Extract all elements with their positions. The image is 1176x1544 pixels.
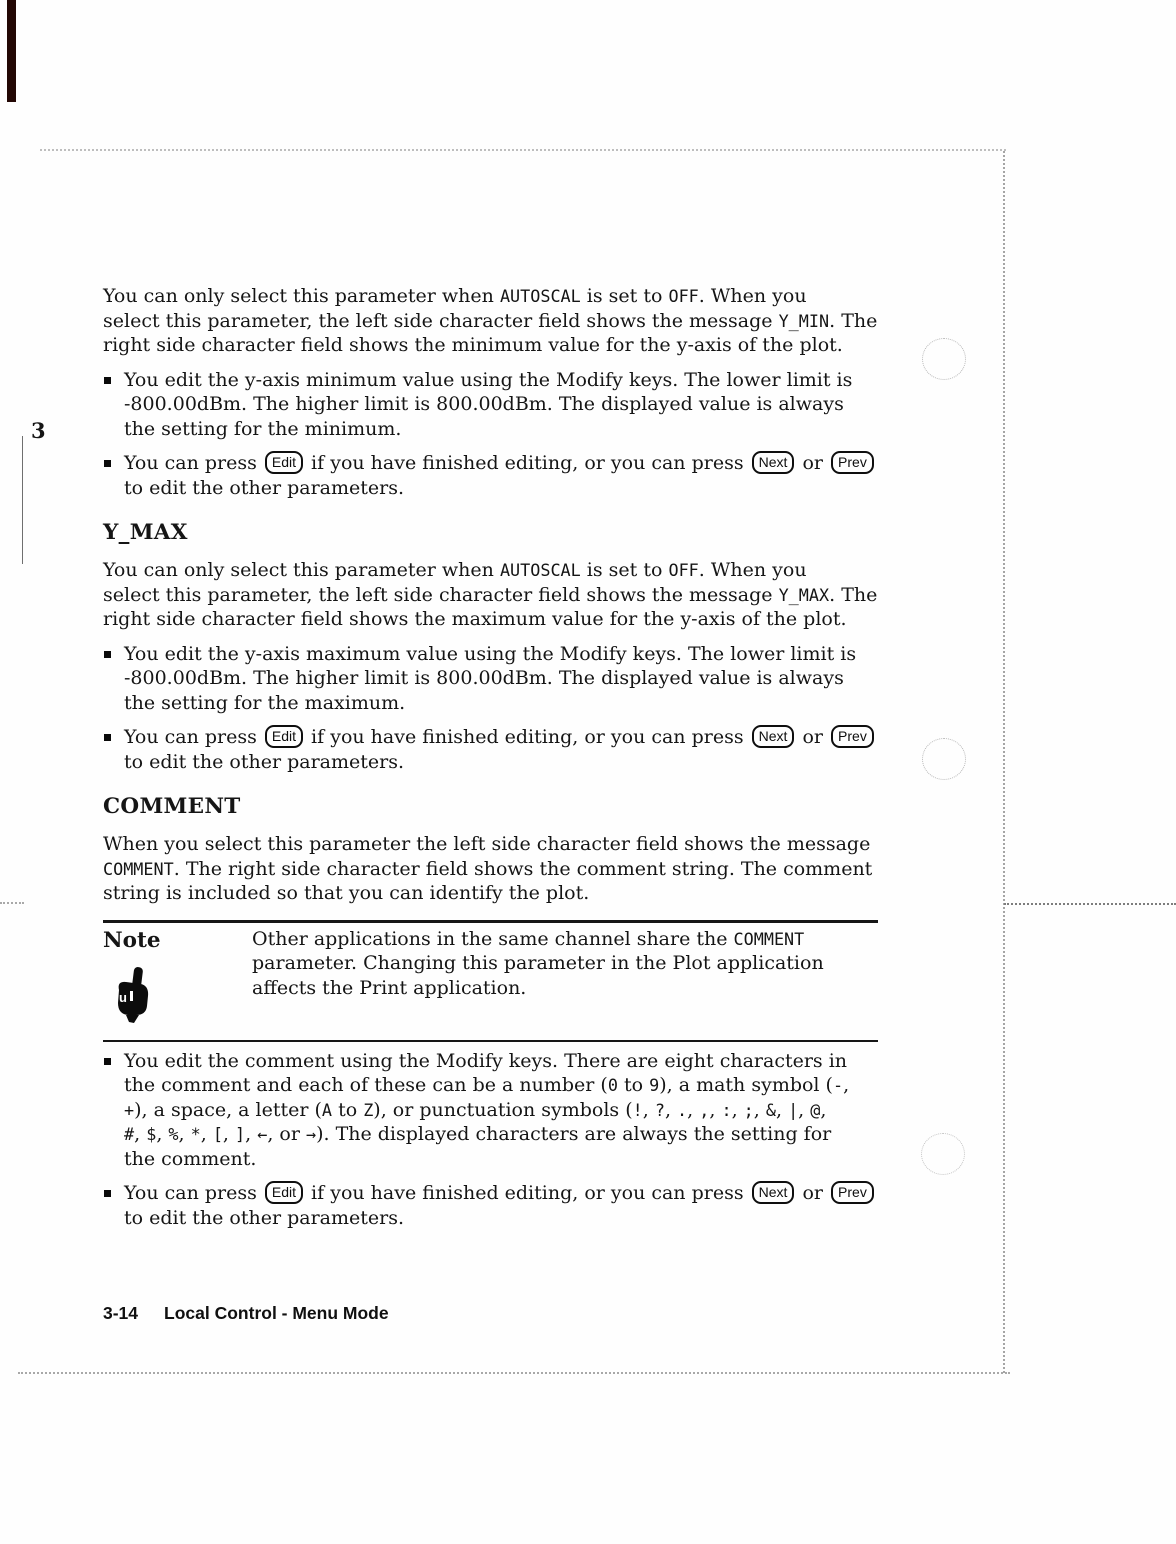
code-text: % <box>168 1124 179 1144</box>
text-line <box>124 392 852 417</box>
text-line <box>124 1073 849 1098</box>
text-lines <box>124 725 876 774</box>
body-text: ), or punctuation symbols ( <box>373 1098 633 1121</box>
body-text: Other applications in the same channel share the <box>252 927 734 950</box>
text-line <box>252 951 824 976</box>
body-text: the setting for the maximum. <box>124 691 406 714</box>
code-text: + <box>124 1099 135 1120</box>
body-text: , <box>664 1098 678 1121</box>
bullet-item <box>103 1049 878 1172</box>
body-text: , <box>820 1098 827 1121</box>
code-text: 0 <box>607 1075 618 1095</box>
body-text: , <box>245 1123 258 1145</box>
scan-dotted-line-top <box>40 149 1006 151</box>
body-text: select this parameter, the left side character field shows the message <box>103 309 779 332</box>
body-text: to edit the other parameters. <box>124 1206 405 1229</box>
bullet-square-icon <box>104 1058 111 1065</box>
text-line <box>124 1098 849 1123</box>
scan-dotted-line-right <box>1003 151 1005 1373</box>
chapter-tab-number: 3 <box>31 418 46 443</box>
body-text: , <box>687 1098 700 1121</box>
code-text: - <box>832 1075 844 1095</box>
code-text: | <box>788 1099 799 1120</box>
body-text: , <box>843 1074 850 1096</box>
paragraph <box>103 284 878 358</box>
body-text: if you have finished editing, or you can press <box>305 452 750 474</box>
code-text: [ <box>212 1124 223 1144</box>
bullet-item <box>103 368 878 442</box>
section-heading: COMMENT <box>103 794 241 819</box>
text-lines <box>124 1049 849 1172</box>
body-text: , or <box>267 1123 306 1145</box>
binder-hole-circle <box>921 1133 965 1175</box>
binder-hole-circle <box>922 738 966 780</box>
body-text: You can only select this parameter when <box>103 285 500 307</box>
text-line <box>103 333 878 358</box>
body-text: You can press <box>124 452 263 474</box>
code-text: COMMENT <box>733 928 805 949</box>
body-text: string is included so that you can identify the plot. <box>103 882 590 904</box>
paragraph <box>103 832 878 906</box>
text-line <box>124 1147 849 1172</box>
code-text: & <box>765 1099 776 1120</box>
body-text: , <box>222 1123 236 1145</box>
bullet-square-icon <box>104 651 111 658</box>
code-text: * <box>190 1124 201 1144</box>
body-text: You can press <box>124 726 263 748</box>
edit-key: Edit <box>265 1181 303 1204</box>
body-text: or <box>796 452 830 474</box>
text-line <box>103 832 878 857</box>
code-text: → <box>305 1124 317 1144</box>
code-text: Y_MAX <box>778 584 830 605</box>
next-key: Next <box>752 451 795 474</box>
body-text: , <box>709 1098 722 1121</box>
bullet-item <box>103 1181 878 1230</box>
code-text: OFF <box>668 286 699 306</box>
text-line <box>103 881 878 906</box>
text-line <box>103 857 878 882</box>
text-lines <box>124 642 856 716</box>
code-text: ] <box>235 1124 246 1144</box>
text-lines <box>124 368 852 442</box>
bullet-item <box>103 451 878 500</box>
body-text: , <box>798 1098 811 1121</box>
body-text: or <box>796 726 830 748</box>
bullet-square-icon <box>104 460 111 467</box>
text-lines <box>124 451 876 500</box>
body-text: ). The displayed characters are always the setting for <box>316 1123 832 1145</box>
text-line <box>124 1181 876 1206</box>
code-text: # <box>124 1124 135 1144</box>
text-line <box>103 583 878 608</box>
text-line <box>252 927 824 952</box>
edit-key: Edit <box>265 725 303 748</box>
text-line <box>124 1206 876 1231</box>
code-text: Y_MIN <box>778 310 830 331</box>
body-text: You edit the y-axis minimum value using the Modify keys. The lower limit is <box>124 368 853 391</box>
text-line <box>103 284 878 309</box>
text-line <box>103 607 878 632</box>
code-text: Z <box>363 1099 374 1120</box>
body-text: ), a space, a letter ( <box>134 1098 322 1121</box>
body-text: You can press <box>124 1182 263 1204</box>
text-line <box>103 558 878 583</box>
body-text: . The right side character field shows the comment string. The comment <box>173 857 873 880</box>
edit-key: Edit <box>265 451 303 474</box>
code-text: @ <box>810 1099 821 1120</box>
code-text: A <box>321 1099 333 1120</box>
body-text: the comment. <box>124 1147 257 1170</box>
code-text: OFF <box>668 560 699 580</box>
text-line <box>124 1049 849 1074</box>
content-blocks <box>103 284 878 1240</box>
bullet-item <box>103 725 878 774</box>
body-text: if you have finished editing, or you can press <box>305 1182 750 1204</box>
body-text: to edit the other parameters. <box>124 750 405 773</box>
section-heading: Y_MAX <box>103 520 188 545</box>
body-text: , <box>178 1123 191 1145</box>
text-line <box>124 1122 849 1147</box>
paragraph <box>103 558 878 632</box>
prev-key: Prev <box>831 1181 874 1204</box>
text-line <box>124 642 856 667</box>
chapter-tab-rule <box>22 436 23 564</box>
bullet-square-icon <box>104 1190 111 1197</box>
scan-dotted-line-bottom <box>18 1372 1010 1374</box>
next-key: Next <box>752 725 795 748</box>
next-key: Next <box>752 1181 795 1204</box>
body-text: , <box>134 1123 147 1145</box>
binder-hole-circle <box>922 338 966 380</box>
body-text: to <box>617 1074 650 1096</box>
body-text: is set to <box>580 285 669 307</box>
bullet-square-icon <box>104 734 111 741</box>
body-text: You can only select this parameter when <box>103 559 500 581</box>
body-text: You edit the y-axis maximum value using the Modify keys. The lower limit is <box>124 642 857 665</box>
text-lines <box>124 1181 876 1230</box>
body-text: to edit the other parameters. <box>124 476 405 499</box>
body-text: . The <box>829 309 878 332</box>
body-text: , <box>156 1123 169 1145</box>
body-text: , <box>200 1123 213 1145</box>
body-text: right side character field shows the minimum value for the y-axis of the plot. <box>103 334 843 356</box>
body-text: . The <box>829 583 878 606</box>
body-text: -800.00dBm. The higher limit is 800.00dBm. The displayed value is always <box>124 393 844 415</box>
note-label: Note <box>103 927 161 953</box>
code-text: COMMENT <box>103 858 174 879</box>
svg-text:u: u <box>119 989 127 1005</box>
code-text: ! <box>632 1099 643 1120</box>
prev-key: Prev <box>831 451 874 474</box>
body-text: -800.00dBm. The higher limit is 800.00dBm. The displayed value is always <box>124 667 844 689</box>
body-text: select this parameter, the left side character field shows the message <box>103 583 779 606</box>
code-text: AUTOSCAL <box>499 286 581 306</box>
page-footer <box>103 1303 389 1324</box>
body-text: the setting for the minimum. <box>124 417 402 440</box>
code-text: . <box>677 1099 688 1120</box>
code-text: $ <box>146 1124 157 1144</box>
code-text: : <box>721 1099 732 1120</box>
text-line <box>103 309 878 334</box>
bullet-item <box>103 642 878 716</box>
body-text: , <box>731 1098 744 1121</box>
pointing-hand-icon <box>113 966 151 1024</box>
body-text: parameter. Changing this parameter in the Plot application <box>252 952 824 974</box>
prev-key: Prev <box>831 725 874 748</box>
body-text: the comment and each of these can be a number ( <box>124 1074 608 1096</box>
text-lines <box>103 284 878 358</box>
body-text: if you have finished editing, or you can press <box>305 726 750 748</box>
note-label-column <box>103 927 252 1024</box>
code-text: ? <box>654 1099 665 1120</box>
code-text: , <box>699 1099 710 1120</box>
text-line <box>124 725 876 750</box>
bullet-square-icon <box>104 377 111 384</box>
body-text: When you select this parameter the left side character field shows the message <box>103 833 871 855</box>
body-text: affects the Print application. <box>252 976 527 999</box>
footer-section-title: Local Control - Menu Mode <box>164 1303 389 1323</box>
body-text: . When you <box>698 559 807 581</box>
text-line <box>124 750 876 775</box>
body-text: . When you <box>698 285 807 307</box>
text-line <box>124 691 856 716</box>
code-text: ← <box>257 1124 268 1144</box>
body-text: ), a math symbol ( <box>659 1074 833 1096</box>
body-text: is set to <box>580 559 669 581</box>
body-text: , <box>753 1098 766 1121</box>
note-admonition <box>103 920 878 1042</box>
scan-edge-mark <box>7 0 16 102</box>
code-text: 9 <box>649 1075 660 1095</box>
text-line <box>124 476 876 501</box>
scan-dotted-line-left <box>0 902 24 904</box>
body-text: or <box>796 1182 830 1204</box>
body-text: right side character field shows the maximum value for the y-axis of the plot. <box>103 608 847 630</box>
footer-page-number: 3-14 <box>103 1303 139 1323</box>
code-text: AUTOSCAL <box>499 560 581 580</box>
body-text: , <box>642 1098 655 1121</box>
body-text: , <box>775 1098 789 1121</box>
text-lines <box>103 832 878 906</box>
text-line <box>124 666 856 691</box>
text-lines <box>103 558 878 632</box>
text-line <box>124 368 852 393</box>
text-line <box>124 417 852 442</box>
code-text: ; <box>743 1099 754 1120</box>
text-line <box>124 451 876 476</box>
body-text: to <box>332 1098 364 1121</box>
scan-dotted-line-right-horizontal <box>1004 903 1176 905</box>
text-line <box>252 976 824 1001</box>
body-text: You edit the comment using the Modify keys. There are eight characters in <box>124 1049 848 1072</box>
text-lines <box>252 927 824 1024</box>
